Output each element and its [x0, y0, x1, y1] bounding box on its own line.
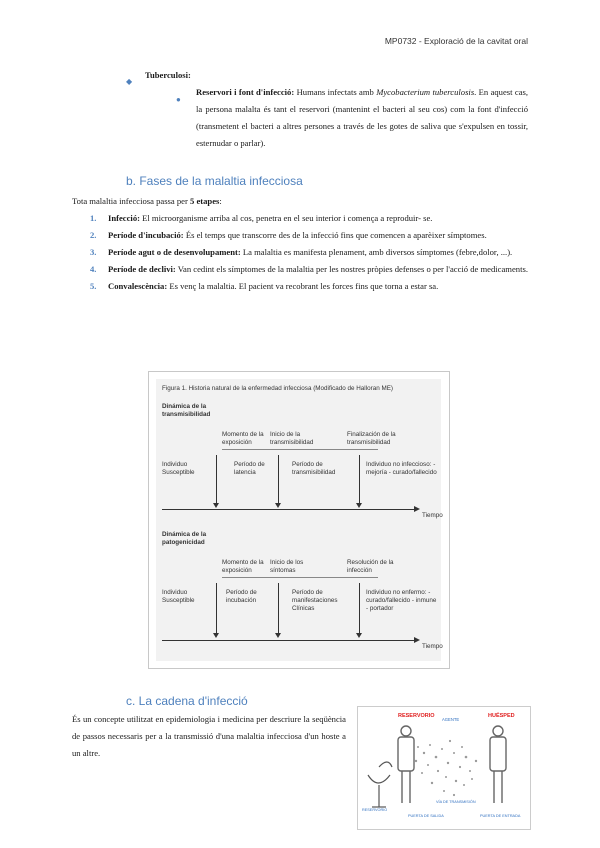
panel1-axis — [162, 509, 416, 510]
source-label: RESERVORIO — [362, 808, 388, 812]
panel1-top-label: Inicio de la transmisibilidad — [270, 431, 314, 446]
droplet-cloud — [415, 740, 477, 796]
tuberculosi-bullet — [126, 71, 132, 89]
phase-item: 5. Convalescència: Es venç la malaltia. El pacient va recobrant les forces fins que torna a estar sa. — [90, 281, 439, 291]
reservori-paragraph: Reservori i font d'infecció: Humans infectats amb Mycobacterium tuberculosis. En aquest cas, la persona malalta és tant el reservori (mantenint el bacteri al seu cos) com la font d'infecció (transmetent el bacteri a altres persones a través de les gotes de saliva que s'expulsen en tossir, esternudar o parlar). — [196, 87, 528, 148]
panel2-top-label: Momento de la exposición — [222, 559, 264, 574]
panel2-bottom-label: Período de incubación — [226, 589, 257, 604]
down-arrow-icon — [356, 633, 362, 638]
phases-list — [72, 210, 528, 295]
panel1-bottom-label: Período de latencia — [234, 461, 265, 476]
down-arrow-icon — [275, 633, 281, 638]
panel1-title: Dinámica de la transmisibilidad — [162, 403, 211, 418]
entry-label: PUERTA DE ENTRADA — [480, 814, 521, 818]
page-header: MP0732 - Exploració de la cavitat oral — [384, 36, 528, 46]
panel2-axis-label: Tiempo — [422, 643, 443, 650]
transmission-label: VÍA DE TRANSMISIÓN — [436, 800, 476, 804]
diamond-bullet-icon: ◆ — [126, 77, 133, 86]
exit-label: PUERTA DE SALIDA — [408, 814, 444, 818]
panel1-bottom-label: Período de transmisibilidad — [292, 461, 336, 476]
panel1-bottom-label: Individuo Susceptible — [162, 461, 195, 476]
right-arrow-icon — [414, 637, 420, 643]
circle-bullet-icon: ● — [176, 95, 181, 104]
panel2-top-rule — [222, 577, 378, 578]
organism-name: Mycobacterium tuberculosis — [376, 87, 475, 97]
panel1-marker — [278, 455, 279, 503]
panel2-marker — [278, 583, 279, 633]
phase-item: 1. Infecció: El microorganisme arriba al cos, penetra en el seu interior i comença a reproduir- se. — [90, 213, 433, 223]
tuberculosi-title: Tuberculosi: — [145, 70, 191, 80]
phase-item: 3. Període agut o de desenvolupament: La malaltia es manifesta plenament, amb diversos símptomes (febre,dolor, ...). — [90, 247, 513, 257]
panel2-marker — [359, 583, 360, 633]
panel2-top-label: Resolución de la infección — [347, 559, 394, 574]
reservori-label: Reservori i font d'infecció: — [196, 87, 295, 97]
panel1-marker — [216, 455, 217, 503]
section-c-paragraph: És un concepte utilitzat en epidemiologia i medicina per descriure la seqüència de passos necessaris per a la transmissió d'una malaltia infecciosa d'un hoste a un altre. — [72, 714, 346, 758]
section-c-heading: c. La cadena d'infecció — [126, 694, 248, 708]
phase-item: 2. Període d'incubació: És el temps que transcorre des de la infecció fins que comencen a aparèixer símptomes. — [90, 230, 487, 240]
agent-label: AGENTE — [442, 717, 460, 722]
panel2-axis — [162, 640, 416, 641]
down-arrow-icon — [275, 503, 281, 508]
down-arrow-icon — [356, 503, 362, 508]
down-arrow-icon — [213, 633, 219, 638]
host-person-icon — [490, 726, 506, 803]
panel2-marker — [216, 583, 217, 633]
right-arrow-icon — [414, 506, 420, 512]
panel2-bottom-label: Individuo no enfermo: - curado/fallecido - inmune - portador — [366, 589, 437, 612]
section-b-heading: b. Fases de la malaltia infecciosa — [126, 174, 303, 188]
panel1-top-label: Momento de la exposición — [222, 431, 264, 446]
panel2-top-label: Inicio de los síntomas — [270, 559, 304, 574]
panel2-title: Dinámica de la patogenicidad — [162, 531, 207, 546]
chain-diagram-svg — [358, 707, 530, 829]
chain-of-infection-diagram — [357, 706, 531, 830]
panel2-bottom-label: Período de manifestaciones Clínicas — [292, 589, 338, 612]
down-arrow-icon — [213, 503, 219, 508]
panel1-axis-label: Tiempo — [422, 512, 443, 519]
reservoir-person-icon — [398, 726, 414, 803]
panel2-bottom-label: Individuo Susceptible — [162, 589, 195, 604]
panel1-marker — [359, 455, 360, 503]
natural-history-figure — [148, 371, 450, 669]
phase-item: 4. Període de declivi: Van cedint els símptomes de la malaltia per les nostres pròpies defenses o per l'acció de medicaments. — [90, 264, 528, 274]
phases-intro: Tota malaltia infecciosa passa per 5 etapes: — [72, 196, 222, 206]
host-label: HUÉSPED — [488, 713, 515, 719]
panel1-top-rule — [222, 449, 378, 450]
reservoir-label: RESERVORIO — [398, 713, 435, 719]
reservori-bullet — [176, 89, 181, 107]
panel1-bottom-label: Individuo no infeccioso: - mejoría - curado/fallecido — [366, 461, 437, 476]
panel1-top-label: Finalización de la transmisibilidad — [347, 431, 396, 446]
figure-caption: Figura 1. Historia natural de la enfermedad infecciosa (Modificado de Halloran ME) — [162, 385, 393, 392]
fountain-icon — [368, 762, 392, 807]
